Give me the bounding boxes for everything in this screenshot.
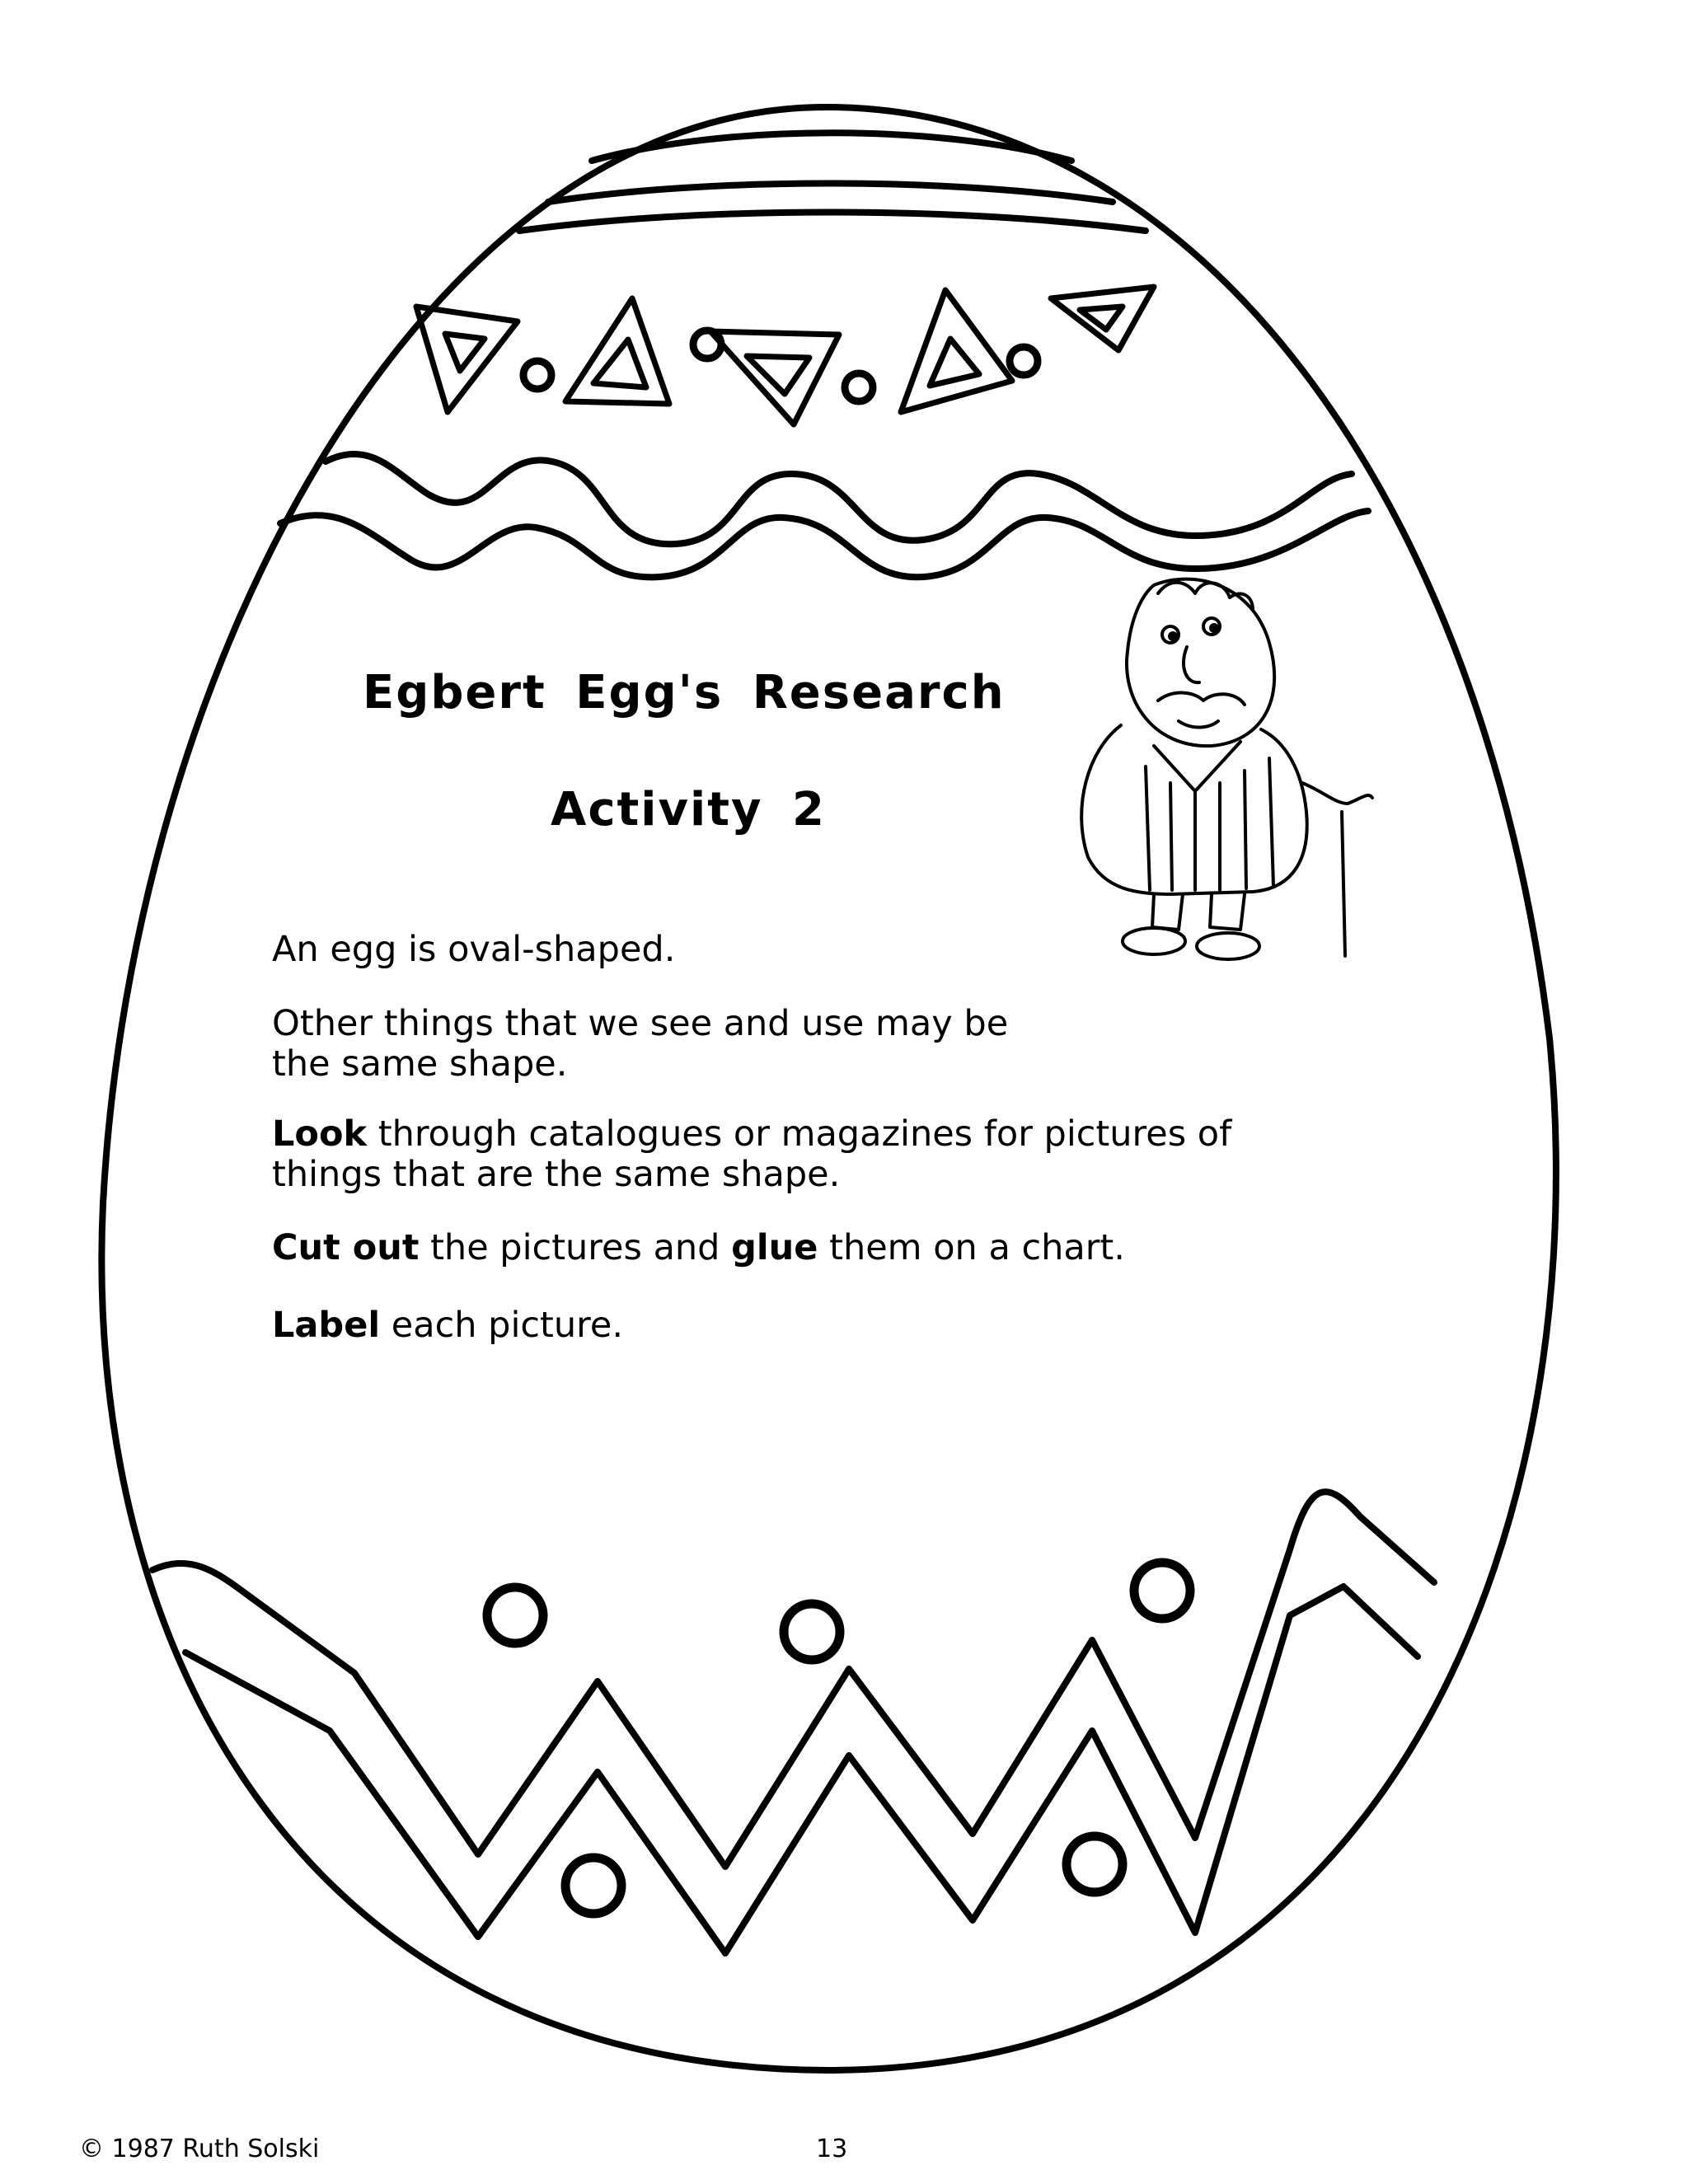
worksheet-title: Egbert Egg's Research (363, 666, 1006, 719)
instruction-paragraph-4 (272, 1228, 1125, 1268)
activity-number: Activity 2 (551, 783, 826, 837)
emphasis-glue: glue (731, 1227, 818, 1268)
zigzag-pattern-band (152, 1492, 1434, 1953)
paragraph-line-1: Other things that we see and use may be (272, 1003, 1009, 1044)
top-stripe-band (519, 133, 1146, 231)
instruction-paragraph-1 (272, 930, 675, 970)
paragraph-text-end: them on a chart. (818, 1227, 1125, 1268)
emphasis-cut-out: Cut out (272, 1227, 420, 1268)
egbert-egg-character-icon (1081, 579, 1372, 959)
paragraph-line-2: things that are the same shape. (272, 1154, 841, 1195)
paragraph-line-1: through catalogues or magazines for pictures of (367, 1113, 1232, 1155)
wave-pattern-band (280, 454, 1368, 577)
triangle-pattern-band (416, 287, 1154, 424)
emphasis-look: Look (272, 1113, 368, 1155)
copyright-notice: © 1987 Ruth Solski (79, 2135, 320, 2163)
page-number: 13 (816, 2135, 848, 2163)
instruction-paragraph-5 (272, 1305, 623, 1346)
instruction-paragraph-3 (272, 1114, 1231, 1195)
paragraph-text-mid: the pictures and (419, 1227, 732, 1268)
emphasis-label: Label (272, 1305, 381, 1346)
egg-outline (101, 107, 1556, 2070)
paragraph-text: each picture. (380, 1305, 623, 1346)
paragraph-line-2: the same shape. (272, 1043, 568, 1085)
instruction-paragraph-2 (272, 1004, 1008, 1085)
paragraph-text: An egg is oval-shaped. (272, 929, 676, 970)
